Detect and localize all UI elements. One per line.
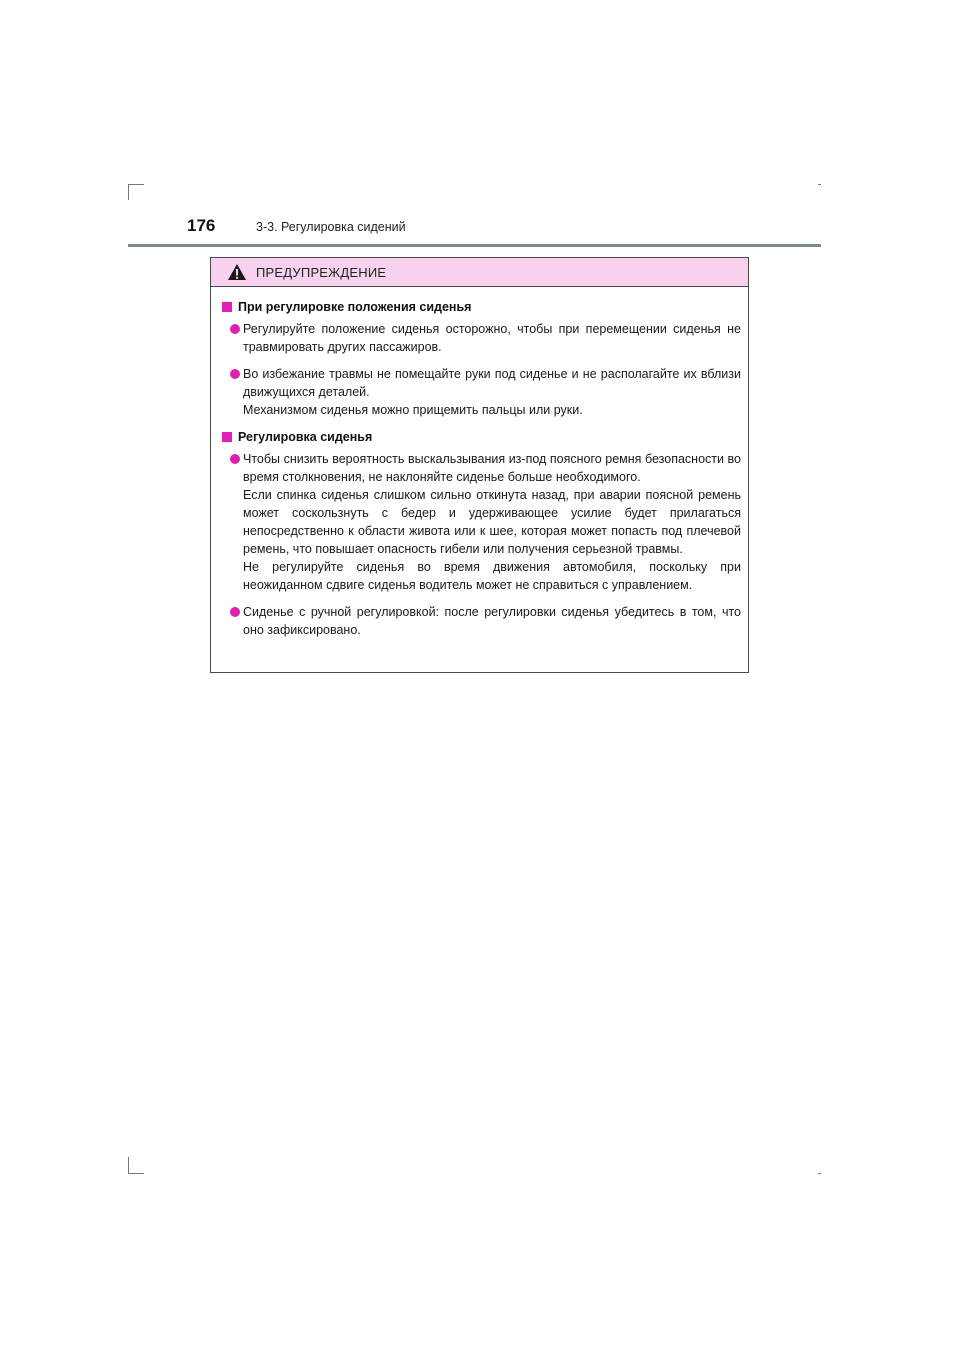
paragraph: Регулируйте положение сиденья осторожно, чтобы при перемещении сиденья не травмировать других пассажиров. [243, 322, 741, 354]
circle-bullet-icon [230, 607, 240, 617]
section-heading-text: Регулировка сиденья [238, 430, 373, 444]
section-title: 3-3. Регулировка сидений [256, 220, 406, 234]
header-rule [128, 244, 821, 247]
paragraph: Механизмом сиденья можно прищемить пальцы или руки. [243, 403, 583, 417]
section-heading [222, 428, 741, 446]
square-bullet-icon [222, 302, 232, 312]
warning-header [211, 258, 748, 287]
warning-title: ПРЕДУПРЕЖДЕНИЕ [256, 264, 387, 280]
paragraph: Если спинка сиденья слишком сильно откинута назад, при аварии поясной ремень может соскользнуть с бедер и удерживающее усилие будет прилагаться непосредственно к области живота или к шее, которая может попасть под плечевой ремень, что повышает опасность гибели или получения серьезной травмы. [243, 488, 741, 556]
crop-mark-top-left-v [128, 184, 129, 200]
list-item [222, 603, 741, 639]
warning-triangle-icon [227, 263, 247, 281]
paragraph: Во избежание травмы не помещайте руки под сиденье и не располагайте их вблизи движущихся деталей. [243, 367, 741, 399]
paragraph: Не регулируйте сиденья во время движения автомобиля, поскольку при неожиданном сдвиге сиденья водитель может не справиться с управлением. [243, 560, 741, 592]
square-bullet-icon [222, 432, 232, 442]
crop-mark-bottom-right [818, 1173, 821, 1174]
crop-mark-bottom-left-v [128, 1157, 129, 1174]
crop-mark-bottom-left-h [128, 1173, 144, 1174]
paragraph: Чтобы снизить вероятность выскальзывания из-под поясного ремня безопасности во время столкновения, не наклоняйте сиденье больше необходимого. [243, 452, 741, 484]
list-item [222, 365, 741, 419]
crop-mark-top-right [818, 184, 821, 185]
warning-box [210, 257, 749, 673]
list-item [222, 320, 741, 356]
circle-bullet-icon [230, 369, 240, 379]
paragraph: Сиденье с ручной регулировкой: после регулировки сиденья убедитесь в том, что оно зафиксировано. [243, 605, 741, 637]
crop-mark-top-left-h [128, 184, 144, 185]
circle-bullet-icon [230, 454, 240, 464]
page-number: 176 [187, 216, 216, 235]
circle-bullet-icon [230, 324, 240, 334]
list-item [222, 450, 741, 594]
warning-content [211, 287, 748, 639]
section-heading-text: При регулировке положения сиденья [238, 300, 472, 314]
section-heading [222, 298, 741, 316]
